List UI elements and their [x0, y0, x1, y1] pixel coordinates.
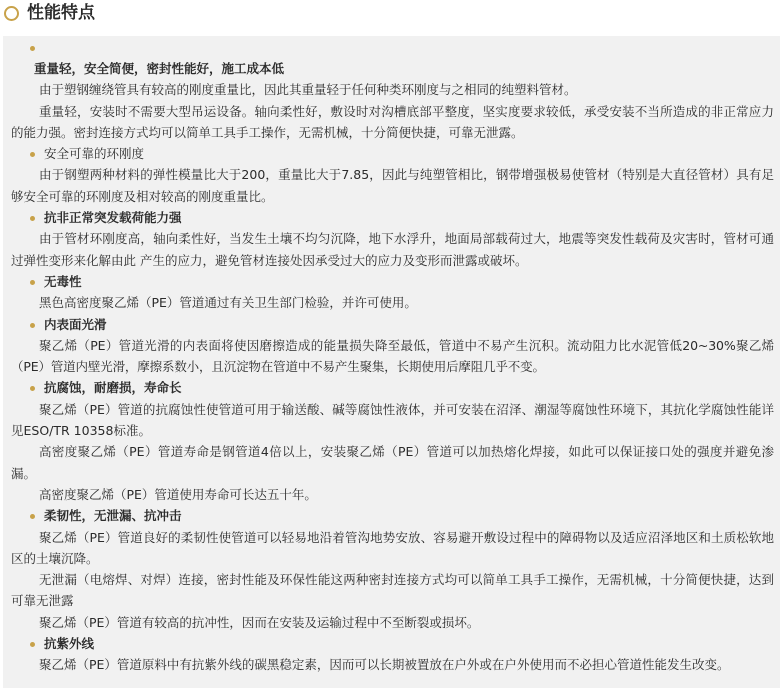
feature-heading [11, 58, 774, 79]
feature-heading [11, 143, 774, 164]
feature-load-resistance [11, 207, 774, 271]
features-list [11, 48, 774, 676]
bullet-dot-icon [30, 216, 35, 221]
feature-heading [11, 633, 774, 654]
feature-paragraph: 由于钢塑两种材料的弹性模量比大于200，重量比大于7.85，因此与纯塑管相比，钢带增强极易使管材（特别是大直径管材）具有足够安全可靠的环刚度及相对较高的刚度重量比。 [11, 167, 774, 204]
feature-corrosion-resistance [11, 377, 774, 505]
circle-bullet-icon [4, 6, 19, 21]
bullet-dot-icon [30, 46, 35, 51]
feature-smooth-surface [11, 314, 774, 378]
feature-paragraph: 由于塑钢缠绕管具有较高的刚度重量比，因此其重量轻于任何种类环刚度与之相同的纯塑料管材。 [39, 82, 577, 98]
feature-heading-text: 柔韧性，无泄漏、抗冲击 [44, 508, 182, 524]
bullet-dot-icon [30, 386, 35, 391]
feature-lightweight [11, 58, 774, 143]
feature-uv-resistance [11, 633, 774, 676]
feature-paragraph: 聚乙烯（PE）管道光滑的内表面将使因磨擦造成的能量损失降至最低，管道中不易产生沉积。流动阻力比水泥管低20~30%聚乙烯（PE）管道内壁光滑，摩擦系数小，且沉淀物在管道中不易产生聚集，长期使用后摩阻几乎不变。 [11, 337, 774, 375]
feature-heading-text: 抗非正常突发载荷能力强 [44, 210, 182, 226]
feature-heading [11, 377, 774, 398]
feature-paragraph: 无泄漏（电熔焊、对焊）连接，密封性能及环保性能这两种密封连接方式均可以简单工具手工操作，无需机械，十分简便快捷，达到可靠无泄露 [11, 572, 774, 609]
bullet-dot-icon [30, 152, 35, 157]
feature-flexibility [11, 505, 774, 633]
feature-heading-text: 抗紫外线 [44, 636, 95, 652]
bullet-dot-icon [30, 642, 35, 647]
feature-paragraph: 高密度聚乙烯（PE）管道寿命是钢管道4倍以上，安装聚乙烯（PE）管道可以加热熔化焊接，如此可以保证接口处的强度并避免渗漏。 [11, 444, 774, 481]
feature-paragraph: 聚乙烯（PE）管道原料中有抗紫外线的碳黑稳定素，因而可以长期被置放在户外或在户外使用而不必担心管道性能发生改变。 [39, 657, 730, 673]
feature-paragraph: 聚乙烯（PE）管道的抗腐蚀性使管道可用于输送酸、碱等腐蚀性液体，并可安装在沼泽、潮湿等腐蚀性环境下，其抗化学腐蚀性能详见ESO/TR 10358标准。 [11, 401, 774, 439]
page-title: 性能特点 [27, 3, 95, 23]
feature-ring-stiffness [11, 143, 774, 207]
bullet-dot-icon [30, 514, 35, 519]
feature-paragraph: 聚乙烯（PE）管道有较高的抗冲性，因而在安装及运输过程中不至断裂或损坏。 [39, 614, 480, 630]
feature-heading-text: 重量轻，安全简便，密封性能好，施工成本低 [34, 61, 285, 76]
section-header [0, 0, 783, 34]
feature-paragraph: 重量轻，安装时不需要大型吊运设备。轴向柔性好，敷设时对沟槽底部平整度，坚实度要求较低，承受安装不当所造成的非正常应力的能力强。密封连接方式均可以简单工具手工操作，无需机械，十分简便快捷，可靠无泄露。 [11, 103, 774, 140]
feature-heading [11, 505, 774, 526]
feature-heading [11, 314, 774, 335]
feature-heading-text: 安全可靠的环刚度 [44, 146, 145, 162]
bullet-dot-icon [30, 280, 35, 285]
list-marker [11, 48, 774, 58]
feature-paragraph: 黑色高密度聚乙烯（PE）管道通过有关卫生部门检验，并许可使用。 [39, 295, 417, 311]
feature-heading-text: 抗腐蚀，耐磨损，寿命长 [44, 380, 182, 396]
feature-non-toxic [11, 271, 774, 314]
feature-heading [11, 207, 774, 228]
feature-heading [11, 271, 774, 292]
feature-paragraph: 高密度聚乙烯（PE）管道使用寿命可长达五十年。 [39, 486, 317, 502]
feature-paragraph: 由于管材环刚度高，轴向柔性好，当发生土壤不均匀沉降，地下水浮升，地面局部载荷过大，地震等突发性载荷及灾害时，管材可通过弹性变形来化解由此 产生的应力，避免管材连接处因承受过大的应力及变形而泄露或破坏。 [11, 231, 774, 268]
feature-heading-text: 内表面光滑 [44, 316, 107, 332]
feature-heading-text: 无毒性 [44, 273, 82, 289]
feature-paragraph: 聚乙烯（PE）管道良好的柔韧性使管道可以轻易地沿着管沟地势安放、容易避开敷设过程中的障碍物以及适应沼泽地区和土质松软地区的土壤沉降。 [11, 529, 774, 566]
content-panel [3, 36, 780, 688]
bullet-dot-icon [30, 323, 35, 328]
